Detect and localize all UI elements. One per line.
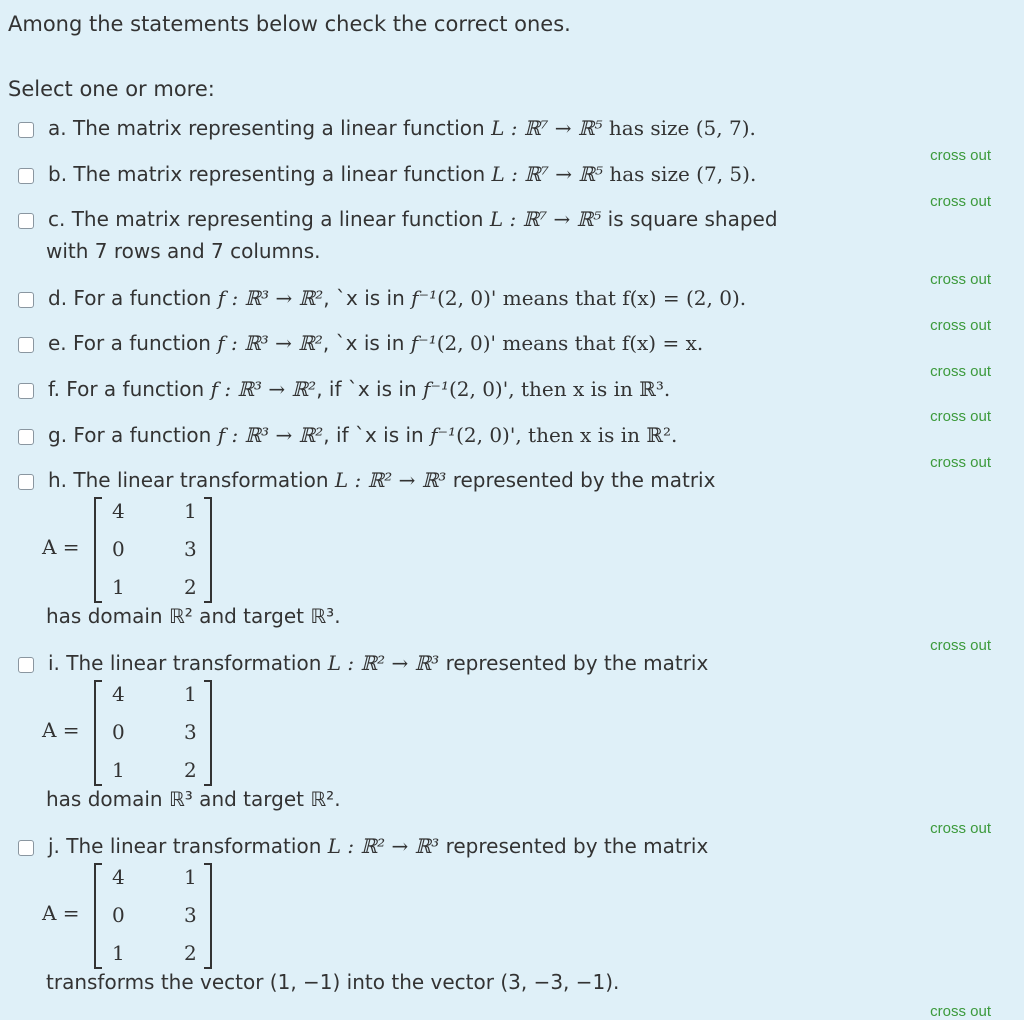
checkbox-i[interactable] xyxy=(18,657,34,673)
matrix-j-cell: 4 xyxy=(112,865,125,889)
matrix-j-cell: 1 xyxy=(184,865,197,889)
option-d-text: d. For a function f : ℝ³ → ℝ², `x is in f⁻¹(2, 0)' means that f(x) = (2, 0). xyxy=(48,286,747,310)
cross-out-b[interactable]: cross out xyxy=(930,193,991,210)
matrix-h-cell: 2 xyxy=(184,575,197,599)
option-c-text-line2: with 7 rows and 7 columns. xyxy=(46,239,321,263)
matrix-i-right-bracket xyxy=(204,680,212,786)
option-e-text: e. For a function f : ℝ³ → ℝ², `x is in f⁻¹(2, 0)' means that f(x) = x. xyxy=(48,331,704,355)
option-b-text: b. The matrix representing a linear function L : ℝ⁷ → ℝ⁵ has size (7, 5). xyxy=(48,162,757,186)
option-i-text: i. The linear transformation L : ℝ² → ℝ³ represented by the matrix xyxy=(48,651,709,675)
matrix-h-right-bracket xyxy=(204,497,212,603)
matrix-h-cell: 1 xyxy=(184,499,197,523)
matrix-h-left-bracket xyxy=(94,497,102,603)
checkbox-c[interactable] xyxy=(18,213,34,229)
matrix-h-cell: 1 xyxy=(112,575,125,599)
cross-out-j[interactable]: cross out xyxy=(930,1003,991,1020)
matrix-i-cell: 1 xyxy=(184,682,197,706)
cross-out-c[interactable]: cross out xyxy=(930,271,991,288)
cross-out-e[interactable]: cross out xyxy=(930,363,991,380)
matrix-j-right-bracket xyxy=(204,863,212,969)
option-j-text: j. The linear transformation L : ℝ² → ℝ³ represented by the matrix xyxy=(48,834,709,858)
matrix-j-left-bracket xyxy=(94,863,102,969)
matrix-j-cell: 3 xyxy=(184,903,197,927)
option-i-after-text: has domain ℝ³ and target ℝ². xyxy=(46,787,341,811)
checkbox-e[interactable] xyxy=(18,337,34,353)
option-j-after-text: transforms the vector (1, −1) into the vector (3, −3, −1). xyxy=(46,970,620,994)
matrix-j-cell: 1 xyxy=(112,941,125,965)
checkbox-g[interactable] xyxy=(18,429,34,445)
matrix-h-cell: 3 xyxy=(184,537,197,561)
matrix-h xyxy=(42,497,242,607)
matrix-h-cell: 0 xyxy=(112,537,125,561)
option-h-text: h. The linear transformation L : ℝ² → ℝ³ represented by the matrix xyxy=(48,468,716,492)
checkbox-b[interactable] xyxy=(18,168,34,184)
checkbox-j[interactable] xyxy=(18,840,34,856)
cross-out-f[interactable]: cross out xyxy=(930,408,991,425)
question-text: Among the statements below check the correct ones. xyxy=(8,12,571,36)
cross-out-g[interactable]: cross out xyxy=(930,454,991,471)
matrix-i xyxy=(42,680,242,790)
matrix-j-cell: 0 xyxy=(112,903,125,927)
select-prompt: Select one or more: xyxy=(8,77,215,101)
cross-out-h[interactable]: cross out xyxy=(930,637,991,654)
option-f-text: f. For a function f : ℝ³ → ℝ², if `x is in f⁻¹(2, 0)', then x is in ℝ³. xyxy=(48,377,671,401)
option-a-text: a. The matrix representing a linear function L : ℝ⁷ → ℝ⁵ has size (5, 7). xyxy=(48,116,756,140)
checkbox-d[interactable] xyxy=(18,292,34,308)
cross-out-i[interactable]: cross out xyxy=(930,820,991,837)
cross-out-a[interactable]: cross out xyxy=(930,147,991,164)
matrix-j-label: A = xyxy=(42,901,80,925)
matrix-i-cell: 1 xyxy=(112,758,125,782)
option-h-after-text: has domain ℝ² and target ℝ³. xyxy=(46,604,341,628)
cross-out-d[interactable]: cross out xyxy=(930,317,991,334)
checkbox-h[interactable] xyxy=(18,474,34,490)
matrix-i-cell: 0 xyxy=(112,720,125,744)
matrix-j-cell: 2 xyxy=(184,941,197,965)
matrix-h-label: A = xyxy=(42,535,80,559)
matrix-i-cell: 4 xyxy=(112,682,125,706)
matrix-i-cell: 2 xyxy=(184,758,197,782)
option-g-text: g. For a function f : ℝ³ → ℝ², if `x is in f⁻¹(2, 0)', then x is in ℝ². xyxy=(48,423,678,447)
matrix-i-left-bracket xyxy=(94,680,102,786)
option-c-text: c. The matrix representing a linear function L : ℝ⁷ → ℝ⁵ is square shaped xyxy=(48,207,778,231)
checkbox-a[interactable] xyxy=(18,122,34,138)
checkbox-f[interactable] xyxy=(18,383,34,399)
matrix-i-cell: 3 xyxy=(184,720,197,744)
matrix-j xyxy=(42,863,242,973)
matrix-i-label: A = xyxy=(42,718,80,742)
matrix-h-cell: 4 xyxy=(112,499,125,523)
